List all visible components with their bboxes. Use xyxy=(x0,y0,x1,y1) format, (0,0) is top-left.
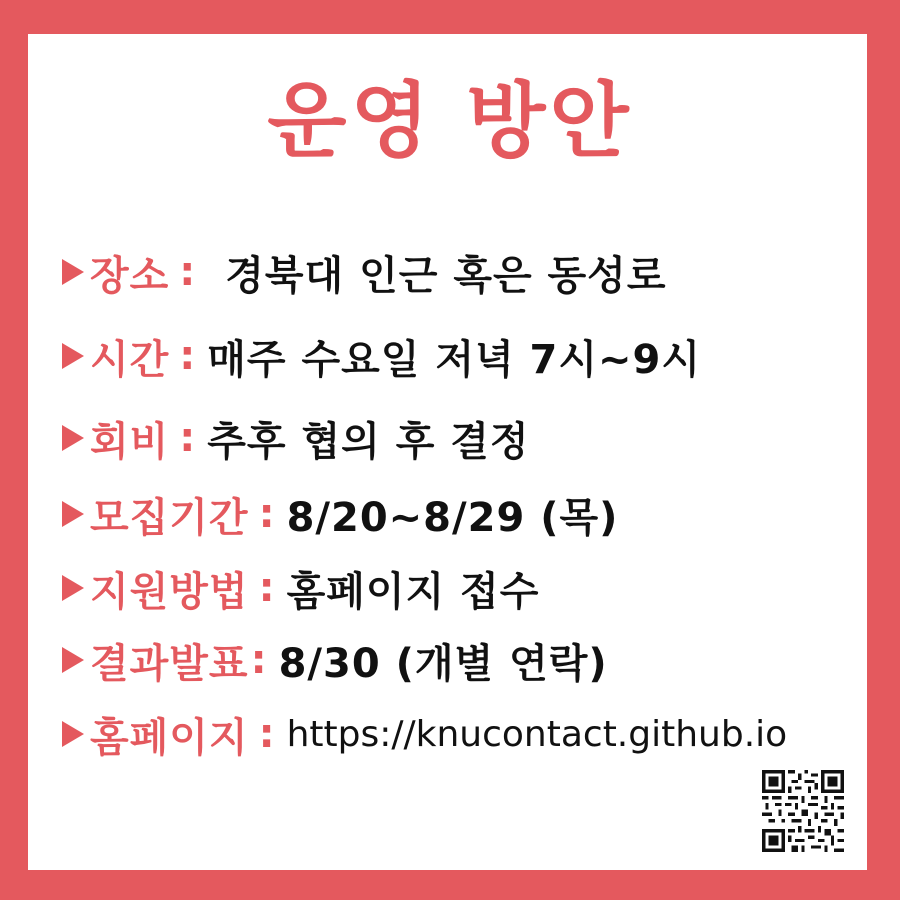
triangle-right-icon xyxy=(62,343,84,369)
triangle-right-icon xyxy=(62,259,84,285)
info-row-time xyxy=(62,326,701,386)
row-value: 8/20~8/29 (목) xyxy=(286,494,619,541)
info-row-homepage xyxy=(62,704,787,764)
triangle-right-icon xyxy=(62,425,84,451)
info-row-result xyxy=(62,630,608,690)
row-label: 지원방법 xyxy=(90,568,249,615)
homepage-link[interactable]: https://knucontact.github.io xyxy=(286,713,788,755)
row-separator: : xyxy=(258,491,275,537)
row-label: 홈페이지 xyxy=(90,714,249,761)
triangle-right-icon xyxy=(62,575,84,601)
row-label: 결과발표 xyxy=(90,640,249,687)
row-value: 8/30 (개별 연락) xyxy=(278,640,608,687)
info-row-place xyxy=(62,242,666,302)
triangle-right-icon xyxy=(62,501,84,527)
triangle-right-icon xyxy=(62,721,84,747)
info-row-fee xyxy=(62,408,530,468)
row-value: 매주 수요일 저녁 7시~9시 xyxy=(207,336,701,383)
triangle-right-icon xyxy=(62,647,84,673)
info-row-apply-method xyxy=(62,558,539,618)
row-separator: : xyxy=(179,249,196,295)
row-separator: : xyxy=(250,637,267,683)
row-separator: : xyxy=(258,711,275,757)
row-separator: : xyxy=(179,333,196,379)
poster-title: 운영 방안 xyxy=(267,74,633,169)
row-value: 경북대 인근 혹은 동성로 xyxy=(225,252,667,299)
row-label: 모집기간 xyxy=(90,494,249,541)
row-label: 시간 xyxy=(90,336,170,383)
row-label: 장소 xyxy=(90,252,170,299)
row-separator: : xyxy=(179,415,196,461)
info-row-recruit-period xyxy=(62,484,618,544)
row-value: 추후 협의 후 결정 xyxy=(207,418,530,465)
row-value: 홈페이지 접수 xyxy=(286,568,540,615)
row-label: 회비 xyxy=(90,418,170,465)
qr-code-icon[interactable] xyxy=(762,770,844,852)
row-separator: : xyxy=(258,565,275,611)
